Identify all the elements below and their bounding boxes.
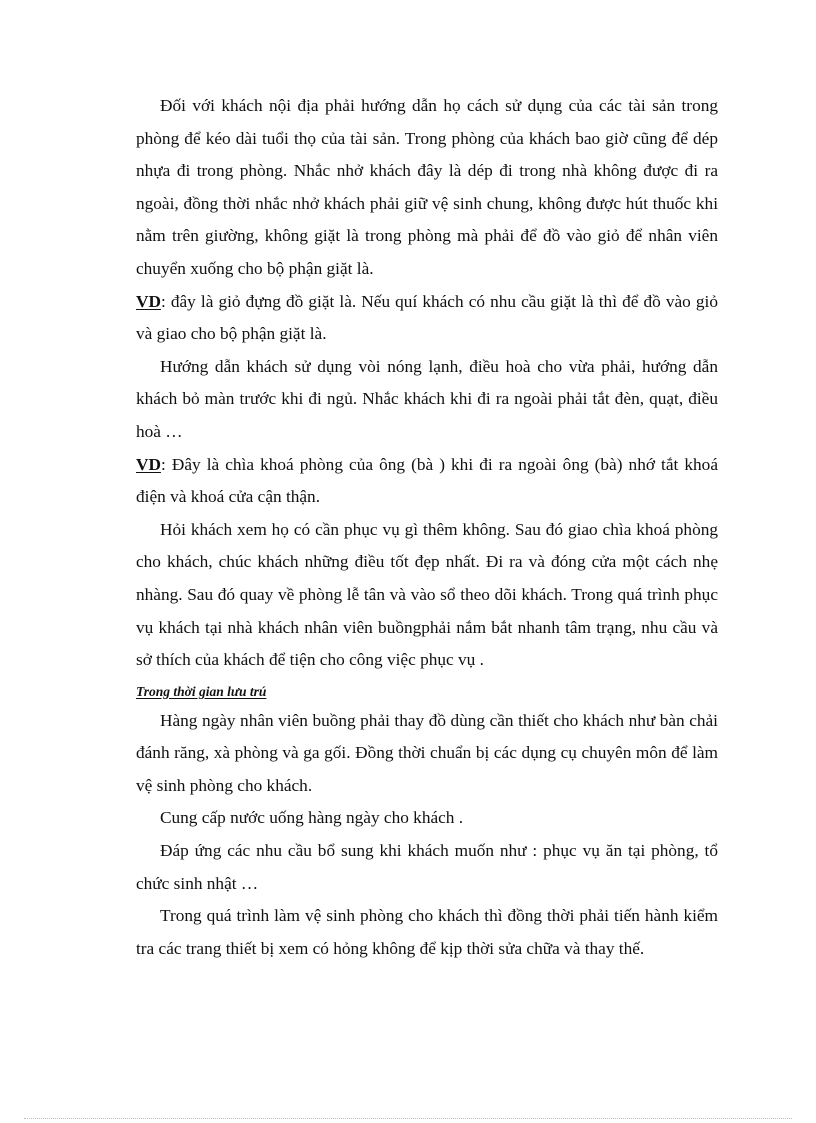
paragraph-equipment-check: Trong quá trình làm vệ sinh phòng cho khách thì đồng thời phải tiến hành kiểm tra các trang thiết bị xem có hỏng không để kịp thời sửa chữa và thay thế. bbox=[136, 906, 718, 958]
example-label: VD bbox=[136, 454, 161, 474]
page-bottom-divider bbox=[24, 1118, 792, 1119]
example-text: : Đây là chìa khoá phòng của ông (bà ) khi đi ra ngoài ông (bà) nhớ tắt khoá điện và khoá cửa cận thận. bbox=[136, 454, 718, 507]
paragraph-drinking-water: Cung cấp nước uống hàng ngày cho khách . bbox=[160, 808, 464, 828]
paragraph-extra-services: Đáp ứng các nhu cầu bổ sung khi khách muốn như : phục vụ ăn tại phòng, tổ chức sinh nhật … bbox=[136, 841, 718, 893]
example-room-key bbox=[136, 449, 718, 514]
example-laundry-basket bbox=[136, 286, 718, 351]
section-heading: Trong thời gian lưu trú bbox=[136, 683, 267, 699]
example-label: VD bbox=[136, 291, 161, 311]
paragraph-handover: Hỏi khách xem họ có cần phục vụ gì thêm không. Sau đó giao chìa khoá phòng cho khách, chúc khách những điều tốt đẹp nhất. Đi ra và đóng cửa một cách nhẹ nhàng. Sau đó quay về phòng lễ tân và vào sổ theo dõi khách. Trong quá trình phục vụ khách tại nhà khách nhân viên buồngphải nắm bắt nhanh tâm trạng, nhu cầu và sở thích của khách để tiện cho công việc phục vụ . bbox=[136, 519, 718, 670]
paragraph-room-assets: Đối với khách nội địa phải hướng dẫn họ cách sử dụng của các tài sản trong phòng để kéo dài tuổi thọ của tài sản. Trong phòng của khách bao giờ cũng để dép nhựa đi trong phòng. Nhắc nhở khách đây là dép đi trong nhà không được đi ra ngoài, đồng thời nhắc nhở khách phải giữ vệ sinh chung, không được hút thuốc khi nằm trên giường, không giặt là trong phòng mà phải để đồ vào giỏ để nhân viên chuyển xuống cho bộ phận giặt là. bbox=[136, 96, 718, 278]
paragraph-daily-supplies: Hàng ngày nhân viên buồng phải thay đồ dùng cần thiết cho khách như bàn chải đánh răng, xà phòng và ga gối. Đồng thời chuẩn bị các dụng cụ chuyên môn để làm vệ sinh phòng cho khách. bbox=[136, 710, 718, 795]
example-text: : đây là giỏ đựng đồ giặt là. Nếu quí khách có nhu cầu giặt là thì để đồ vào giỏ và giao cho bộ phận giặt là. bbox=[136, 291, 718, 344]
document-page bbox=[136, 90, 718, 965]
paragraph-equipment-guidance: Hướng dẫn khách sử dụng vòi nóng lạnh, điều hoà cho vừa phải, hướng dẫn khách bỏ màn trước khi đi ngủ. Nhắc khách khi đi ra ngoài phải tắt đèn, quạt, điều hoà … bbox=[136, 356, 718, 441]
